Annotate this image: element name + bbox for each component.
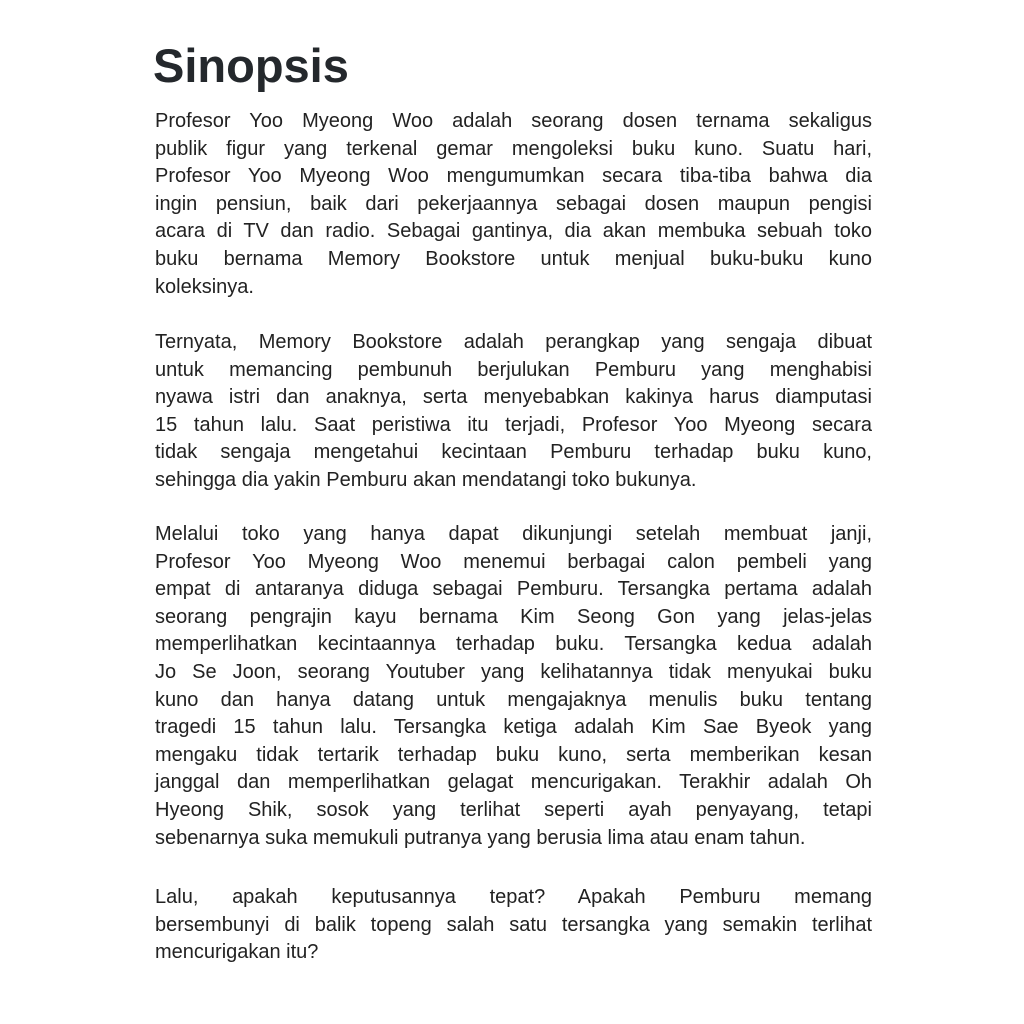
text-line	[155, 191, 872, 219]
text-line	[155, 439, 872, 467]
text-line-content: Jo Se Joon, seorang Youtuber yang kelihatannya tidak menyukai buku	[155, 660, 872, 683]
paragraph-4	[155, 884, 872, 967]
text-line	[155, 576, 872, 604]
text-line-content: nyawa istri dan anaknya, serta menyebabkan kakinya harus diamputasi	[155, 386, 872, 409]
text-line-content: untuk memancing pembunuh berjulukan Pemburu yang menghabisi	[155, 358, 872, 381]
text-line-content: buku bernama Memory Bookstore untuk menjual buku-buku kuno	[155, 247, 872, 270]
text-line-content: acara di TV dan radio. Sebagai gantinya, dia akan membuka sebuah toko	[155, 220, 872, 243]
text-line	[155, 467, 872, 495]
text-line	[155, 797, 872, 825]
text-line-content: Hyeong Shik, sosok yang terlihat seperti ayah penyayang, tetapi	[155, 798, 872, 821]
text-line	[155, 136, 872, 164]
text-line-content: Profesor Yoo Myeong Woo adalah seorang dosen ternama sekaligus	[155, 110, 872, 132]
text-line	[155, 659, 872, 687]
text-line	[155, 521, 872, 549]
text-line	[155, 549, 872, 577]
text-line	[155, 912, 872, 940]
text-line	[155, 163, 872, 191]
paragraph-2	[155, 329, 872, 495]
text-line-content: Profesor Yoo Myeong Woo mengumumkan secara tiba-tiba bahwa dia	[155, 165, 872, 188]
text-line-content: publik figur yang terkenal gemar mengoleksi buku kuno. Suatu hari,	[155, 137, 872, 160]
text-line	[155, 825, 872, 853]
text-line-content: sehingga dia yakin Pemburu akan mendatangi toko bukunya.	[155, 468, 697, 491]
text-line	[155, 714, 872, 742]
text-line-content: mengaku tidak tertarik terhadap buku kuno, serta memberikan kesan	[155, 743, 872, 766]
text-line-content: memperlihatkan kecintaannya terhadap buku. Tersangka kedua adalah	[155, 633, 872, 656]
text-line	[155, 357, 872, 385]
text-line	[155, 769, 872, 797]
text-line	[155, 884, 872, 912]
text-line	[155, 218, 872, 246]
text-line	[155, 687, 872, 715]
text-line	[155, 631, 872, 659]
text-line	[155, 274, 872, 302]
text-line-content: janggal dan memperlihatkan gelagat mencurigakan. Terakhir adalah Oh	[155, 771, 872, 794]
text-line	[155, 384, 872, 412]
text-line-content: 15 tahun lalu. Saat peristiwa itu terjadi, Profesor Yoo Myeong secara	[155, 413, 872, 436]
text-line-content: sebenarnya suka memukuli putranya yang berusia lima atau enam tahun.	[155, 826, 806, 849]
text-line-content: ingin pensiun, baik dari pekerjaannya sebagai dosen maupun pengisi	[155, 192, 872, 215]
text-line	[155, 329, 872, 357]
text-line-content: empat di antaranya diduga sebagai Pemburu. Tersangka pertama adalah	[155, 578, 872, 601]
text-line-content: Ternyata, Memory Bookstore adalah perangkap yang sengaja dibuat	[155, 331, 872, 353]
text-line-content: Profesor Yoo Myeong Woo menemui berbagai calon pembeli yang	[155, 550, 872, 573]
text-line-content: kuno dan hanya datang untuk mengajaknya menulis buku tentang	[155, 688, 872, 711]
text-line-content: tidak sengaja mengetahui kecintaan Pemburu terhadap buku kuno,	[155, 441, 872, 464]
page-title: Sinopsis	[153, 39, 349, 92]
text-line-content: tragedi 15 tahun lalu. Tersangka ketiga adalah Kim Sae Byeok yang	[155, 716, 872, 739]
text-line-content: Melalui toko yang hanya dapat dikunjungi setelah membuat janji,	[155, 523, 872, 545]
paragraph-1	[155, 108, 872, 301]
text-line	[155, 939, 872, 967]
text-line-content: Lalu, apakah keputusannya tepat? Apakah Pemburu memang	[155, 886, 872, 908]
text-line	[155, 742, 872, 770]
text-line	[155, 108, 872, 136]
text-line-content: mencurigakan itu?	[155, 941, 319, 964]
text-line	[155, 412, 872, 440]
text-line-content: koleksinya.	[155, 275, 254, 298]
paragraph-3	[155, 521, 872, 852]
text-line	[155, 246, 872, 274]
text-line-content: bersembunyi di balik topeng salah satu tersangka yang semakin terlihat	[155, 913, 872, 936]
text-line-content: seorang pengrajin kayu bernama Kim Seong Gon yang jelas-jelas	[155, 605, 872, 628]
text-line	[155, 604, 872, 632]
